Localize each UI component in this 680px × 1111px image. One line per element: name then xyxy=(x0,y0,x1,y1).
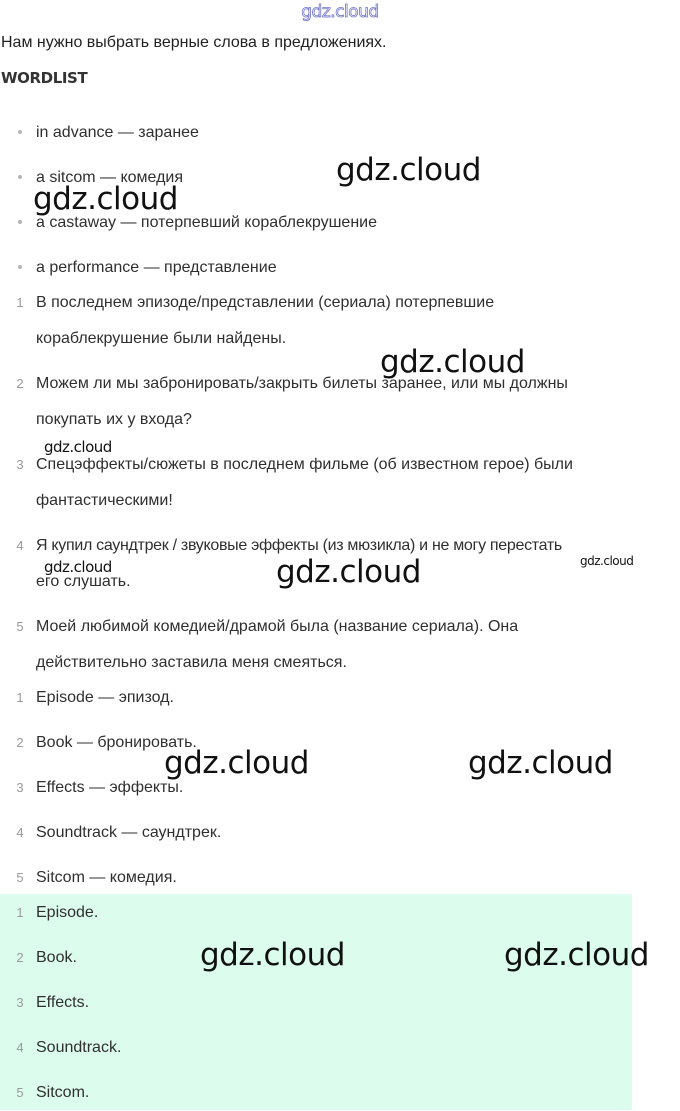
watermark: gdz.cloud xyxy=(164,745,309,781)
bullet-icon xyxy=(18,265,22,269)
item-number: 5 xyxy=(16,619,24,634)
watermark: gdz.cloud xyxy=(44,438,112,456)
answer-item: 5 Sitcom. xyxy=(0,1075,680,1111)
item-number: 5 xyxy=(16,870,24,885)
translation-line: кораблекрушение были найдены. xyxy=(36,330,287,347)
watermark: gdz.cloud xyxy=(44,558,112,576)
translation-line: В последнем эпизоде/представлении (сериала) потерпевшие xyxy=(36,294,495,311)
item-number: 2 xyxy=(16,376,24,391)
item-number: 3 xyxy=(16,457,24,472)
wordlist-heading: WORDLIST xyxy=(1,69,88,87)
intro-text: Нам нужно выбрать верные слова в предложениях. xyxy=(1,34,387,51)
translation-line: Я купил саундтрек / звуковые эффекты (из мюзикла) и не могу перестать xyxy=(36,537,562,554)
translation-line: Спецэффекты/сюжеты в последнем фильме (об известном герое) были xyxy=(36,456,573,473)
answer-item: 1 Episode. xyxy=(0,895,680,931)
wordlist-item: in advance — заранее xyxy=(0,116,680,152)
item-number: 4 xyxy=(16,825,24,840)
translation-line: его слушать. xyxy=(36,573,131,590)
translation-line: действительно заставила меня смеяться. xyxy=(36,654,347,671)
bullet-icon xyxy=(18,130,22,134)
translation-line: Моей любимой комедией/драмой была (название сериала). Она xyxy=(36,618,519,635)
answer-item: 2 Book. xyxy=(0,940,680,976)
translation-item xyxy=(0,609,680,681)
wordlist-item: a performance — представление xyxy=(0,251,680,287)
translation-item xyxy=(0,447,680,519)
item-number: 2 xyxy=(16,735,24,750)
item-number: 4 xyxy=(16,1040,24,1055)
explanation-item: 2 Book — бронировать. xyxy=(0,725,680,761)
explanation-item: 4 Soundtrack — саундтрек. xyxy=(0,815,680,851)
bullet-icon xyxy=(18,175,22,179)
translation-item xyxy=(0,366,680,438)
site-logo[interactable]: gdz.cloud xyxy=(301,2,379,22)
item-number: 2 xyxy=(16,950,24,965)
wordlist-item: a sitcom — комедия xyxy=(0,161,680,197)
item-number: 1 xyxy=(16,690,24,705)
item-number: 3 xyxy=(16,995,24,1010)
watermark: gdz.cloud xyxy=(580,554,634,568)
item-number: 3 xyxy=(16,780,24,795)
watermark: gdz.cloud xyxy=(276,554,421,590)
answer-item: 4 Soundtrack. xyxy=(0,1030,680,1066)
watermark: gdz.cloud xyxy=(380,344,525,380)
item-number: 1 xyxy=(16,295,24,310)
watermark: gdz.cloud xyxy=(200,937,345,973)
explanation-item: 1 Episode — эпизод. xyxy=(0,680,680,716)
item-number: 5 xyxy=(16,1085,24,1100)
translation-line: фантастическими! xyxy=(36,492,173,509)
translation-line: Можем ли мы забронировать/закрыть билеты заранее, или мы должны xyxy=(36,375,568,392)
wordlist-item: a castaway — потерпевший кораблекрушение xyxy=(0,206,680,242)
answer-item: 3 Effects. xyxy=(0,985,680,1021)
item-number: 1 xyxy=(16,905,24,920)
watermark: gdz.cloud xyxy=(336,152,481,188)
watermark: gdz.cloud xyxy=(33,181,178,217)
translation-item xyxy=(0,285,680,357)
bullet-icon xyxy=(18,220,22,224)
watermark: gdz.cloud xyxy=(504,937,649,973)
watermark: gdz.cloud xyxy=(468,745,613,781)
translation-line: покупать их у входа? xyxy=(36,411,192,428)
explanation-item: 3 Effects — эффекты. xyxy=(0,770,680,806)
item-number: 4 xyxy=(16,538,24,553)
explanation-item: 5 Sitcom — комедия. xyxy=(0,860,680,896)
